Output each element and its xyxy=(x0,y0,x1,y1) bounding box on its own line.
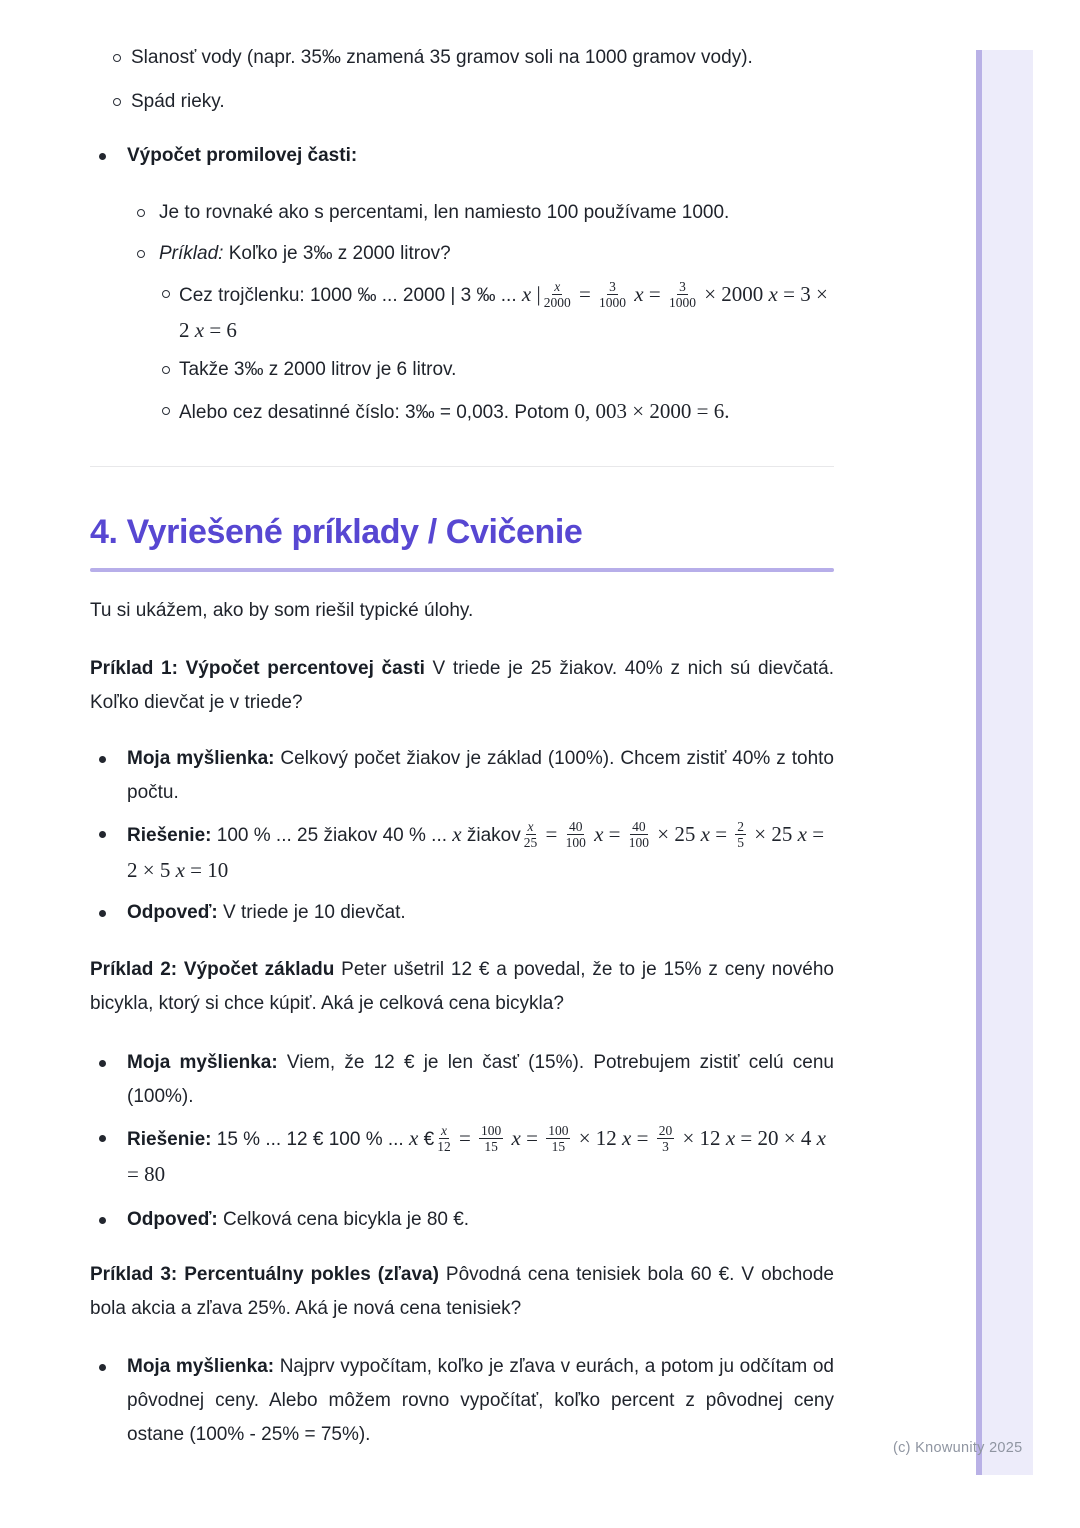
list-item xyxy=(90,353,834,387)
watermark: (c) Knowunity 2025 xyxy=(893,1440,1023,1456)
circle-bullet-icon xyxy=(137,250,145,258)
list-item-text: Cez trojčlenku: 1000 ‰ ... 2000 | 3 ‰ ... x | $\frac{x}{2000}$ = $\frac{3}{1000}$ x = $\frac{3}{1000}$ × 2000 x = 3 × 2 x = 6 xyxy=(179,279,828,342)
intro-paragraph: Tu si ukážem, ako by som riešil typické úlohy. xyxy=(90,600,474,621)
list-item xyxy=(90,196,834,230)
example-1-idea xyxy=(90,742,834,810)
list-item xyxy=(90,41,834,75)
example-1-lead: Príklad 1: Výpočet percentovej časti V triede je 25 žiakov. 40% z nich sú dievčatá. Koľko dievčat je v triede? xyxy=(90,658,834,713)
page-edge-panel xyxy=(976,50,1033,1475)
list-item-text: Spád rieky. xyxy=(131,91,225,112)
list-item-text: Moja myšlienka: Viem, že 12 € je len časť (15%). Potrebujem zistiť celú cenu (100%). xyxy=(127,1052,834,1107)
example-3-idea xyxy=(90,1350,834,1452)
list-item-text: Príklad: Koľko je 3‰ z 2000 litrov? xyxy=(159,243,451,264)
list-item-text: Je to rovnaké ako s percentami, len namiesto 100 používame 1000. xyxy=(159,202,730,223)
list-item-text: Slanosť vody (napr. 35‰ znamená 35 gramov soli na 1000 gramov vody). xyxy=(131,47,753,68)
disc-bullet-icon xyxy=(99,1135,106,1142)
example-2-solution xyxy=(90,1121,834,1193)
circle-bullet-icon xyxy=(162,366,170,374)
list-item-text: Odpoveď: Celková cena bicykla je 80 €. xyxy=(127,1209,470,1230)
example-3-lead: Príklad 3: Percentuálny pokles (zľava) Pôvodná cena tenisiek bola 60 €. V obchode bola akcia a zľava 25%. Aká je nová cena tenisiek? xyxy=(90,1264,834,1319)
list-item-text: Takže 3‰ z 2000 litrov je 6 litrov. xyxy=(179,359,457,380)
list-item xyxy=(90,139,834,173)
list-item-text: Riešenie: 100 % ... 25 žiakov 40 % ... x žiakov $\frac{x}{25}$ = $\frac{40}{100}$ x = $\frac{40}{100}$ × 25 x = $\frac{2}{5}$ × 25 x = 2 × 5 x = 10 xyxy=(127,819,825,882)
list-item-text: Výpočet promilovej časti: xyxy=(127,145,358,166)
disc-bullet-icon xyxy=(99,831,106,838)
example-2-answer xyxy=(90,1203,834,1237)
list-item xyxy=(90,237,834,271)
heading-underline xyxy=(90,568,834,572)
circle-bullet-icon xyxy=(113,98,121,106)
example-2-lead: Príklad 2: Výpočet základu Peter ušetril 12 € a povedal, že to je 15% z ceny nového bicykla, ktorý si chce kúpiť. Aká je celková cena bicykla? xyxy=(90,959,834,1014)
circle-bullet-icon xyxy=(162,290,170,298)
disc-bullet-icon xyxy=(99,1217,106,1224)
disc-bullet-icon xyxy=(99,153,106,160)
list-item xyxy=(90,394,834,430)
list-item-text: Alebo cez desatinné číslo: 3‰ = 0,003. Potom 0, 003 × 2000 = 6. xyxy=(179,399,730,423)
circle-bullet-icon xyxy=(113,54,121,62)
example-1-answer xyxy=(90,896,834,930)
circle-bullet-icon xyxy=(162,407,170,415)
section-heading: 4. Vyriešené príklady / Cvičenie xyxy=(90,513,583,551)
section-divider xyxy=(90,466,834,467)
example-2-idea xyxy=(90,1046,834,1114)
list-item-text: Riešenie: 15 % ... 12 € 100 % ... x € $\frac{x}{12}$ = $\frac{100}{15}$ x = $\frac{100}{15}$ × 12 x = $\frac{20}{3}$ × 12 x = 20 × 4 x = 80 xyxy=(127,1123,826,1186)
document-content xyxy=(90,41,834,1452)
list-item xyxy=(90,277,834,349)
list-item-text: Moja myšlienka: Najprv vypočítam, koľko je zľava v eurách, a potom ju odčítam od pôvodnej ceny. Alebo môžem rovno vypočítať, koľko percent z pôvodnej ceny ostane (100% - 25% = 75%). xyxy=(127,1356,834,1445)
disc-bullet-icon xyxy=(99,756,106,763)
circle-bullet-icon xyxy=(137,209,145,217)
example-1-solution xyxy=(90,817,834,889)
disc-bullet-icon xyxy=(99,910,106,917)
list-item-text: Odpoveď: V triede je 10 dievčat. xyxy=(127,902,406,923)
list-item xyxy=(90,85,834,119)
list-item-text: Moja myšlienka: Celkový počet žiakov je základ (100%). Chcem zistiť 40% z tohto počtu. xyxy=(127,748,835,803)
disc-bullet-icon xyxy=(99,1364,106,1371)
disc-bullet-icon xyxy=(99,1060,106,1067)
